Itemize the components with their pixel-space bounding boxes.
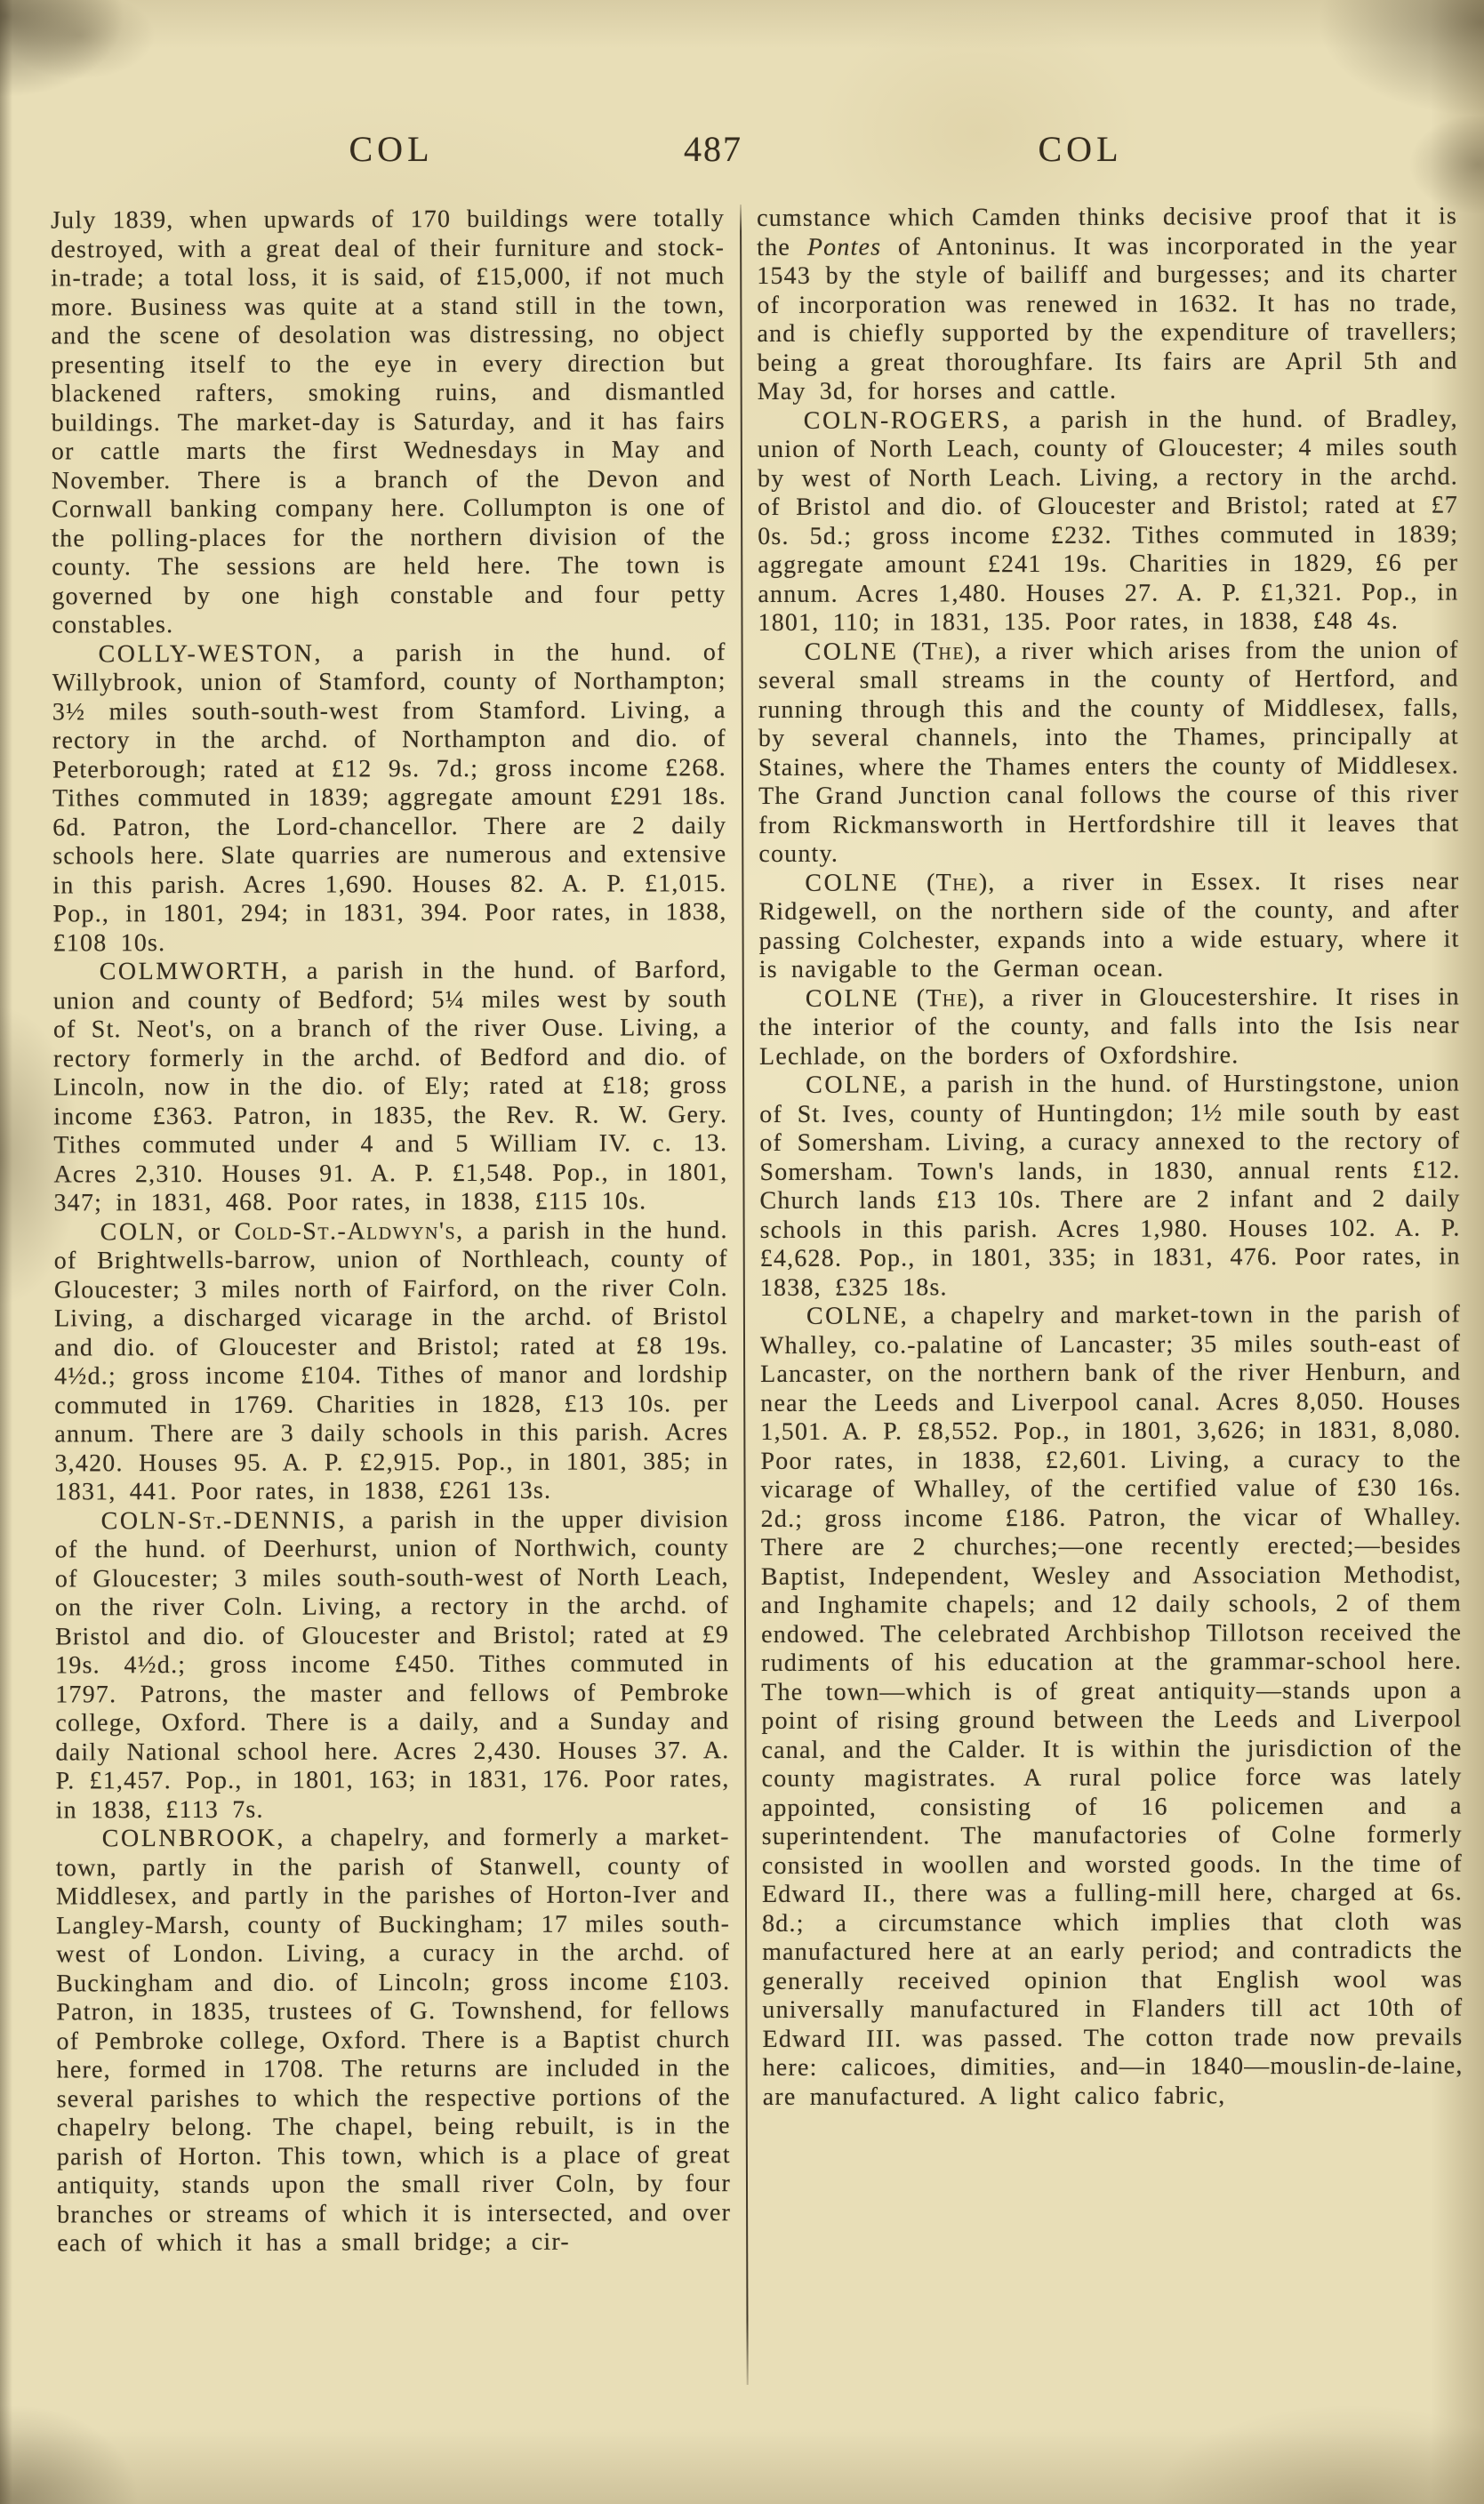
entry-text: , a parish in the hund. of Hurstingstone, union of St. Ives, county of Huntingdon; 1½ mile south by east of Somersham. Living, a curacy annexed to the rectory of Somersham. Town's lands, in 1830, annual rents £12. Church lands £13 10s. There are 2 infant and 2 daily schools in this parish. Acres 1,980. Houses 102. A. P. £4,628. Pop., in 1801, 335; in 1831, 476. Poor rates, in 1838, £325 18s. — [759, 1069, 1461, 1302]
entry-text: Pontes — [806, 233, 882, 261]
entry-paragraph — [56, 1823, 732, 2259]
entry-text: The — [921, 637, 966, 665]
entry-headword: COLLY-WESTON — [98, 639, 315, 668]
entry-text: , or — [176, 1217, 235, 1246]
entry-headword: -DENNIS — [222, 1505, 339, 1535]
page-header — [0, 130, 1484, 173]
entry-text: July 1839, when upwards of 170 buildings were totally destroyed, with a great deal of their furniture and stock-in-trade; a total loss, it is said, of £15,000, if not much more. Business was quite at a stand still in the town, and the scene of desolation was distressing, no object presenting itself to the eye in every direction but blackened rafters, smoking ruins, and dismantled buildings. The market-day is Saturday, and it has fairs or cattle marts the first Wednesdays in May and November. There is a branch of the Devon and Cornwall banking company here. Collumpton is one of the polling-places for the northern division of the county. The sessions are held here. The town is governed by one high constable and four petty constables. — [51, 205, 726, 639]
running-head-right: COL — [1038, 129, 1123, 169]
entry-headword: COLN — [100, 1217, 177, 1246]
entry-text: , a chapelry, and formerly a market-town, partly in the parish of Stanwell, county of Middlesex, and partly in the parishes of Horton-Iver and Langley-Marsh, county of Buckingham; 17 miles south-west of London. Living, a curacy in the archd. of Buckingham and dio. of Lincoln; gross income £103. Patron, in 1835, trustees of G. Townshend, for fellows of Pembroke college, Oxford. There is a Baptist church here, formed in 1708. The returns are included in the several parishes to which the respective portions of the chapelry belong. The chapel, being rebuilt, is in the parish of Horton. This town, which is a place of great antiquity, stands upon the small river Coln, by four branches or streams of which it is intersected, and over each of which it has a small bridge; a cir- — [55, 1823, 732, 2258]
entry-paragraph — [51, 205, 726, 640]
entry-text: , a parish in the hund. of Brightwells-barrow, union of Northleach, county of Gloucester; 3 miles north of Fairford, on the river Coln. Living, a discharged vicarage in the archd. of Bristol and dio. of Gloucester and Bristol; rated at £8 19s. 4½d.; gross income £104. Tithes of manor and lordship commuted in 1769. Charities in 1828, £13 10s. per annum. There are 3 daily schools in this parish. Acres 3,420. Houses 95. A. P. £2,915. Pop., in 1801, 385; in 1831, 441. Poor rates, in 1838, £261 13s. — [53, 1216, 729, 1506]
entry-paragraph — [759, 983, 1460, 1071]
left-column — [51, 205, 732, 2387]
entry-headword: COLN- — [100, 1506, 189, 1535]
entry-text: St. — [188, 1506, 224, 1535]
entry-headword: COLNBROOK — [101, 1824, 277, 1853]
column-divider-rule — [740, 205, 749, 2385]
entry-paragraph — [758, 636, 1460, 869]
right-column — [757, 203, 1464, 2385]
entry-text: , a parish in the upper division of the hund. of Deerhurst, union of Northwich, county of Gloucester; 3 miles south-south-west of North Leach, on the river Coln. Living, a rectory in the archd. of Bristol and dio. of Gloucester and Bristol; rated at £9 19s. 4½d.; gross income £450. Tithes commuted in 1797. Patrons, the master and fellows of Pembroke college, Oxford. There is a daily, and a Sunday and daily National school here. Acres 2,430. Houses 37. A. P. £1,457. Pop., in 1801, 163; in 1831, 176. Poor rates, in 1838, £113 7s. — [54, 1505, 730, 1824]
entry-text: , a parish in the hund. of Barford, union and county of Bedford; 5¼ miles west by south of St. Neot's, on a branch of the river Ouse. Living, a rectory formerly in the archd. of Bedford and dio. of Lincoln, now in the dio. of Ely; rated at £18; gross income £363. Patron, in 1835, the Rev. R. W. Gery. Tithes commuted under 4 and 5 William IV. c. 13. Acres 2,310. Houses 91. A. P. £1,548. Pop., in 1801, 347; in 1831, 468. Poor rates, in 1838, £115 10s. — [52, 956, 728, 1217]
entry-text: ( — [899, 868, 936, 896]
entry-paragraph — [760, 1301, 1464, 2112]
entry-text: Cold-St.-Aldwyn's — [234, 1216, 457, 1246]
entry-paragraph — [53, 956, 728, 1218]
entry-text: ), a river which arises from the union of several small streams in the county of Hertford, and running through this and the county of Middlesex, falls, by several channels, into the Thames, principally at Staines, where the Thames enters the county of Middlesex. The Grand Junction canal follows the course of this river from Rickmansworth in Hertfordshire till it leaves that county. — [758, 636, 1460, 868]
running-head-left: COL — [349, 129, 434, 169]
entry-headword: COLMWORTH — [99, 957, 282, 986]
entry-paragraph — [757, 203, 1458, 407]
entry-text: of Antoninus. It was incorporated in the year 1543 by the style of bailiff and burgesses; and its charter of incorporation was renewed in 1632. It has no trade, and is chiefly supported by the expenditure of travellers; being a great thoroughfare. Its fairs are April 5th and May 3d, for horses and cattle. — [757, 231, 1458, 405]
entry-text: , a chapelry and market-town in the parish of Whalley, co.-palatine of Lancaster; 35 miles south-east of Lancaster, on the northern bank of the river Henburn, and near the Leeds and Liverpool canal. Acres 8,050. Houses 1,501. A. P. £8,552. Pop., in 1801, 3,626; in 1831, 8,080. Poor rates, in 1838, £2,601. Living, a curacy to the vicarage of Whalley, of the certified value of £30 16s. 2d.; gross income £186. Patron, the vicar of Whalley. There are 2 churches;—one recently erected;—besides Baptist, Independent, Wesley and Association Methodist, and Inghamite chapels; and 12 daily schools, 2 of them endowed. The celebrated Archbishop Tillotson received the rudiments of his education at the grammar-school here. The town—which is of great antiquity—stands upon a point of rising ground between the Leeds and Liverpool canal, and the Calder. It is within the jurisdiction of the county magistrates. A rural police force was lately appointed, consisting of 16 policemen and a superintendent. The manufactories of Colne formerly consisted in woollen and worsted goods. In the time of Edward II., there was a fulling-mill here, charged at 6s. 8d.; a circumstance which implies that cloth was manufactured here at an early period; and contradicts the generally received opinion that English wool was universally manufactured in Flanders till act 10th of Edward III. was passed. The cotton trade now prevails here: calicoes, dimities, and—in 1840—mouslin-de-laine, are manufactured. A light calico fabric, — [759, 1300, 1464, 2111]
entry-headword: COLNE — [806, 1071, 900, 1099]
entry-headword: COLN-ROGERS — [803, 405, 1003, 435]
entry-text: ), a river in Gloucestershire. It rises in the interior of the county, and falls into the Isis near Lechlade, on the borders of Oxfordshire. — [758, 983, 1460, 1071]
entry-text: The — [935, 868, 979, 896]
entry-text: ), a river in Essex. It rises near Ridgewell, on the northern side of the county, and after passing Colchester, expands into a wide estuary, where it is navigable to the German ocean. — [758, 867, 1460, 983]
entry-text: ( — [899, 983, 926, 1012]
entry-headword: COLNE — [805, 983, 900, 1013]
entry-headword: COLNE — [805, 868, 900, 897]
entry-text: , a parish in the hund. of Bradley, union of North Leach, county of Gloucester; 4 miles south by west of North Leach. Living, a rectory in the archd. of Bristol and dio. of Gloucester and Bristol; rated at £7 0s. 5d.; gross income £232. Tithes commuted in 1839; aggregate amount £241 19s. Charities in 1829, £6 per annum. Acres 1,480. Houses 27. A. P. £1,321. Pop., in 1801, 110; in 1831, 135. Poor rates, in 1838, £48 4s. — [757, 405, 1459, 637]
entry-headword: COLNE — [806, 1302, 901, 1330]
entry-paragraph — [55, 1505, 730, 1826]
entry-paragraph — [758, 867, 1459, 984]
entry-paragraph — [759, 1070, 1461, 1303]
page-number: 487 — [684, 129, 742, 169]
entry-text: The — [926, 983, 969, 1012]
entry-text: ( — [898, 637, 922, 665]
entry-text: , a parish in the hund. of Willybrook, union of Stamford, county of Northampton; 3½ miles south-south-west from Stamford. Living, a rectory in the archd. of Northampton and dio. of Peterborough; rated at £12 9s. 7d.; gross income £268. Tithes commuted in 1839; aggregate amount £291 18s. 6d. Patron, the Lord-chancellor. There are 2 daily schools here. Slate quarries are numerous and extensive in this parish. Acres 1,690. Houses 82. A. P. £1,015. Pop., in 1801, 294; in 1831, 394. Poor rates, in 1838, £108 10s. — [52, 638, 727, 957]
text-columns — [51, 203, 1464, 2388]
entry-paragraph — [52, 638, 727, 959]
entry-paragraph — [758, 405, 1459, 638]
entry-headword: COLNE — [804, 637, 899, 666]
entry-paragraph — [54, 1216, 729, 1507]
entry-text: cumstance which Camden thinks decisive proof that it is the — [757, 202, 1458, 261]
